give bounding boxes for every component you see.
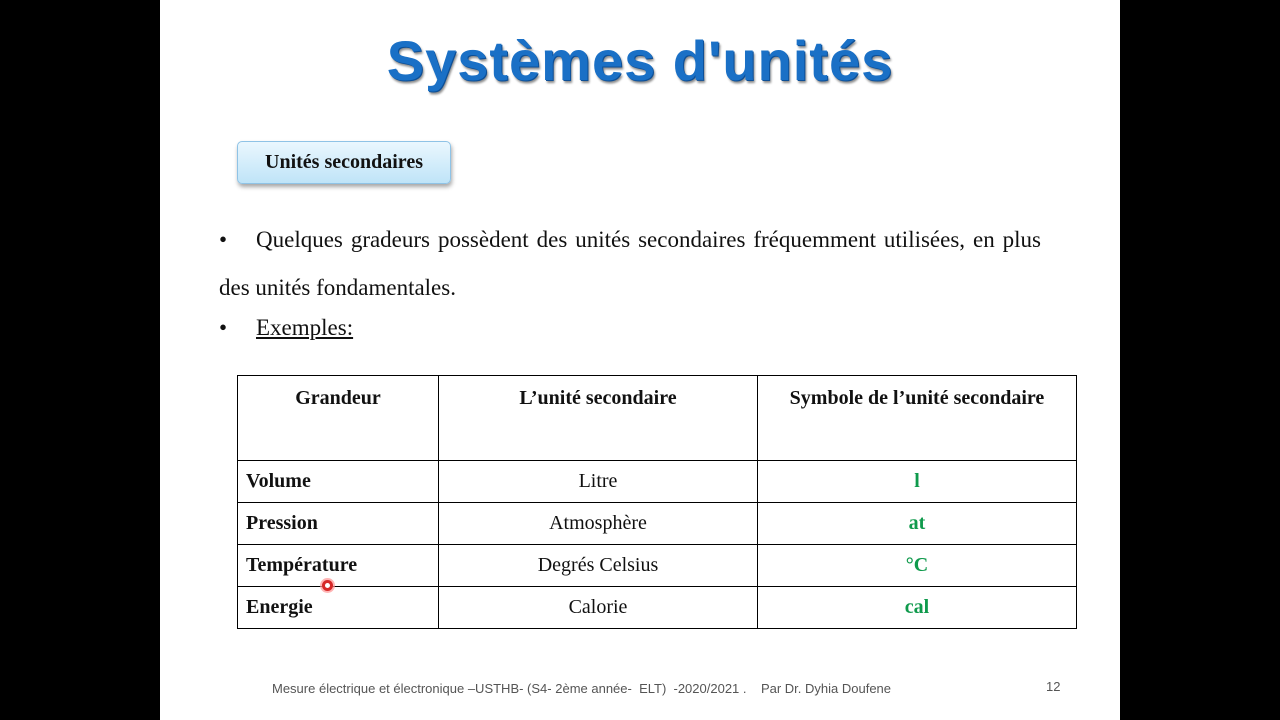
- cell-symbole: l: [758, 461, 1077, 503]
- cell-grandeur: Energie: [238, 587, 439, 629]
- slide: [160, 0, 1120, 720]
- slide-title: Systèmes d'unités: [386, 29, 894, 92]
- cell-unite: Litre: [439, 461, 758, 503]
- cell-symbole: °C: [758, 545, 1077, 587]
- cell-unite: Atmosphère: [439, 503, 758, 545]
- header-unite: L’unité secondaire: [439, 376, 758, 461]
- cell-grandeur: Pression: [238, 503, 439, 545]
- cell-grandeur: Volume: [238, 461, 439, 503]
- table-row: [238, 545, 1077, 587]
- table-row: [238, 461, 1077, 503]
- page-number: 12: [1046, 679, 1061, 694]
- cell-symbole: cal: [758, 587, 1077, 629]
- paragraph-2: [219, 305, 1041, 351]
- bullet-icon: •: [219, 227, 228, 252]
- table-row: [238, 503, 1077, 545]
- cell-symbole: at: [758, 503, 1077, 545]
- cell-unite: Calorie: [439, 587, 758, 629]
- table-header-row: [238, 376, 1077, 461]
- laser-pointer-icon: [322, 580, 333, 591]
- bullet-icon: •: [219, 315, 228, 340]
- cell-grandeur: Température: [238, 545, 439, 587]
- header-symbole: Symbole de l’unité secondaire: [758, 376, 1077, 461]
- paragraph-1: [219, 216, 1041, 312]
- paragraph-1-text: Quelques gradeurs possèdent des unités secondaires fréquemment utilisées, en plus des unités fondamentales.: [219, 227, 1041, 300]
- units-table: [237, 375, 1077, 629]
- table-row: [238, 587, 1077, 629]
- cell-unite: Degrés Celsius: [439, 545, 758, 587]
- section-box: Unités secondaires: [237, 141, 451, 184]
- header-grandeur: Grandeur: [238, 376, 439, 461]
- exemples-label: Exemples:: [256, 315, 354, 340]
- slide-footer: Mesure électrique et électronique –USTHB- (S4- 2ème année- ELT) -2020/2021 . Par Dr. Dyhia Doufene: [272, 681, 892, 696]
